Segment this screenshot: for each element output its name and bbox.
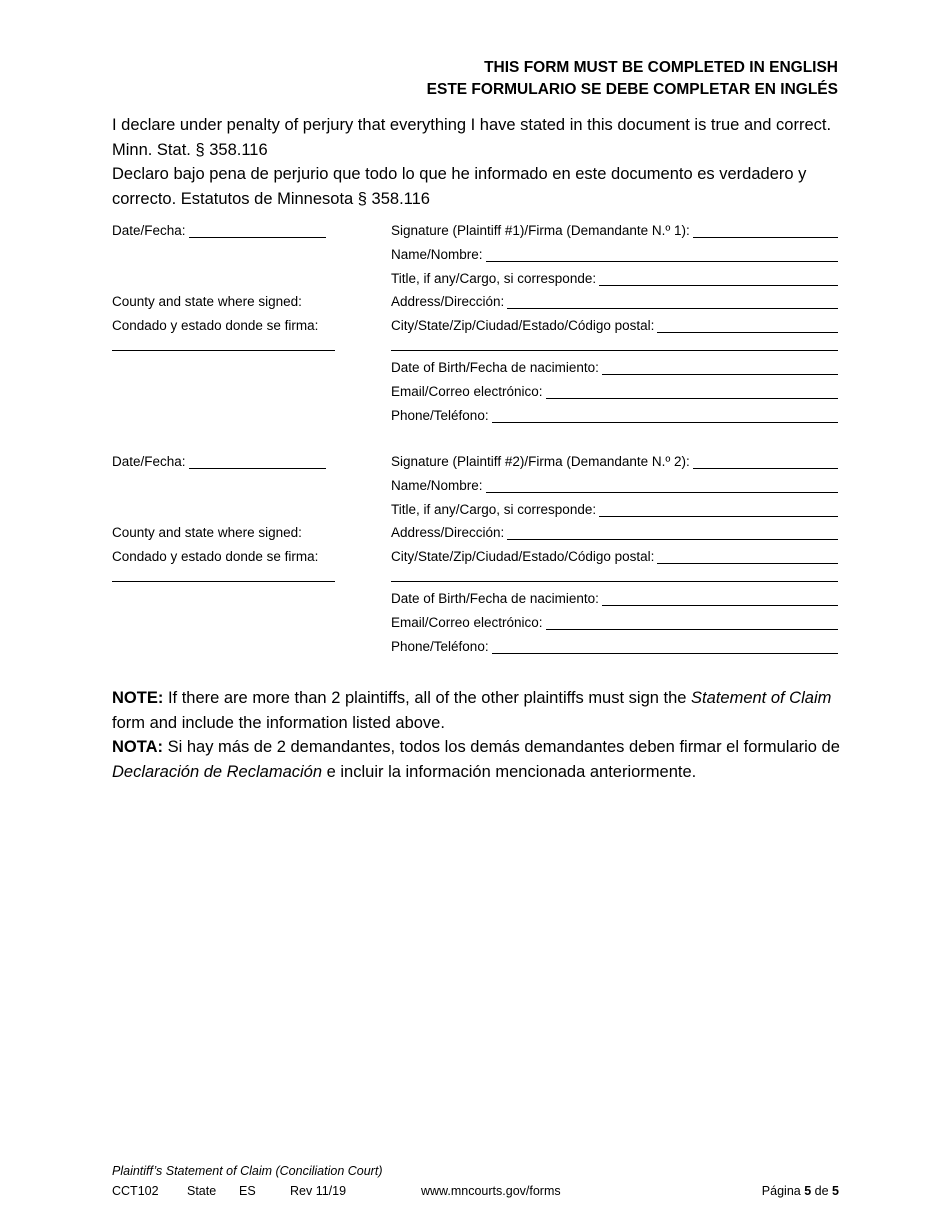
county-label-spanish: Condado y estado donde se firma:: [112, 549, 319, 564]
name-label: Name/Nombre:: [391, 247, 483, 262]
county-line[interactable]: [112, 581, 335, 582]
note-spanish-label: NOTA:: [112, 738, 164, 756]
note-english-label: NOTE:: [112, 689, 164, 707]
date-label: Date/Fecha:: [112, 454, 186, 469]
dob-field[interactable]: [391, 359, 838, 377]
footer-category: State: [187, 1184, 217, 1198]
note-spanish-form-name: Declaración de Reclamación: [112, 762, 323, 781]
email-label: Email/Correo electrónico:: [391, 384, 543, 399]
date-label: Date/Fecha:: [112, 223, 186, 238]
note-english: NOTE: If there are more than 2 plaintiffs, all of the other plaintiffs must sign the Statement of Claim form and include the information listed above.: [112, 689, 832, 732]
plaintiffs-note: [112, 686, 847, 784]
email-field[interactable]: [391, 614, 838, 632]
dob-label: Date of Birth/Fecha de nacimiento:: [391, 591, 599, 606]
signature-label: Signature (Plaintiff #1)/Firma (Demandante N.º 1):: [391, 223, 690, 238]
notice-english: THIS FORM MUST BE COMPLETED IN ENGLISH: [484, 59, 838, 76]
perjury-declaration: [112, 113, 840, 211]
title-label: Title, if any/Cargo, si corresponde:: [391, 502, 597, 517]
name-field[interactable]: [391, 246, 838, 264]
address-extra-line[interactable]: [391, 350, 838, 351]
county-label-spanish: Condado y estado donde se firma:: [112, 318, 319, 333]
signature-block-plaintiff-2: [112, 453, 839, 683]
footer-meta: [112, 1181, 839, 1201]
city-label: City/State/Zip/Ciudad/Estado/Código postal:: [391, 549, 655, 564]
signature-block-plaintiff-1: [112, 222, 839, 452]
note-spanish: NOTA: Si hay más de 2 demandantes, todos los demás demandantes deben firmar el formulario de Declaración de Reclamación e incluir la información mencionada anteriormente.: [112, 738, 840, 781]
dob-label: Date of Birth/Fecha de nacimiento:: [391, 360, 599, 375]
address-field[interactable]: [391, 524, 838, 542]
phone-label: Phone/Teléfono:: [391, 408, 489, 423]
phone-field[interactable]: [391, 407, 838, 425]
address-label: Address/Dirección:: [391, 525, 505, 540]
county-label-english: County and state where signed:: [112, 294, 302, 309]
name-label: Name/Nombre:: [391, 478, 483, 493]
footer-page-number: Página 5 de 5: [761, 1184, 839, 1198]
notice-spanish: ESTE FORMULARIO SE DEBE COMPLETAR EN INGLÉS: [426, 81, 838, 98]
address-field[interactable]: [391, 293, 838, 311]
address-label: Address/Dirección:: [391, 294, 505, 309]
title-label: Title, if any/Cargo, si corresponde:: [391, 271, 597, 286]
footer-revision: Rev 11/19: [290, 1184, 347, 1198]
phone-field[interactable]: [391, 638, 838, 656]
title-field[interactable]: [391, 270, 838, 288]
phone-label: Phone/Teléfono:: [391, 639, 489, 654]
footer-form-title: Plaintiff’s Statement of Claim (Conciliation Court): [112, 1164, 383, 1178]
dob-field[interactable]: [391, 590, 838, 608]
city-field[interactable]: [391, 317, 838, 335]
footer-language: ES: [239, 1184, 256, 1198]
county-line[interactable]: [112, 350, 335, 351]
county-label-english: County and state where signed:: [112, 525, 302, 540]
footer-url[interactable]: www.mncourts.gov/forms: [421, 1184, 561, 1198]
title-field[interactable]: [391, 501, 838, 519]
footer-form-id: CCT102: [112, 1184, 159, 1198]
email-field[interactable]: [391, 383, 838, 401]
note-english-form-name: Statement of Claim: [691, 689, 832, 707]
date-field[interactable]: [112, 222, 335, 240]
form-language-notice: [427, 57, 838, 101]
date-field[interactable]: [112, 453, 335, 471]
signature-field[interactable]: [391, 222, 838, 240]
signature-label: Signature (Plaintiff #2)/Firma (Demandante N.º 2):: [391, 454, 690, 469]
declaration-english: I declare under penalty of perjury that everything I have stated in this document is true and correct. Minn. Stat. § 358.116: [112, 116, 832, 159]
declaration-spanish: Declaro bajo pena de perjurio que todo lo que he informado en este documento es verdadero y correcto. Estatutos de Minnesota § 358.116: [112, 165, 807, 208]
email-label: Email/Correo electrónico:: [391, 615, 543, 630]
address-extra-line[interactable]: [391, 581, 838, 582]
page-footer: [112, 1161, 839, 1201]
city-label: City/State/Zip/Ciudad/Estado/Código postal:: [391, 318, 655, 333]
signature-field[interactable]: [391, 453, 838, 471]
city-field[interactable]: [391, 548, 838, 566]
name-field[interactable]: [391, 477, 838, 495]
